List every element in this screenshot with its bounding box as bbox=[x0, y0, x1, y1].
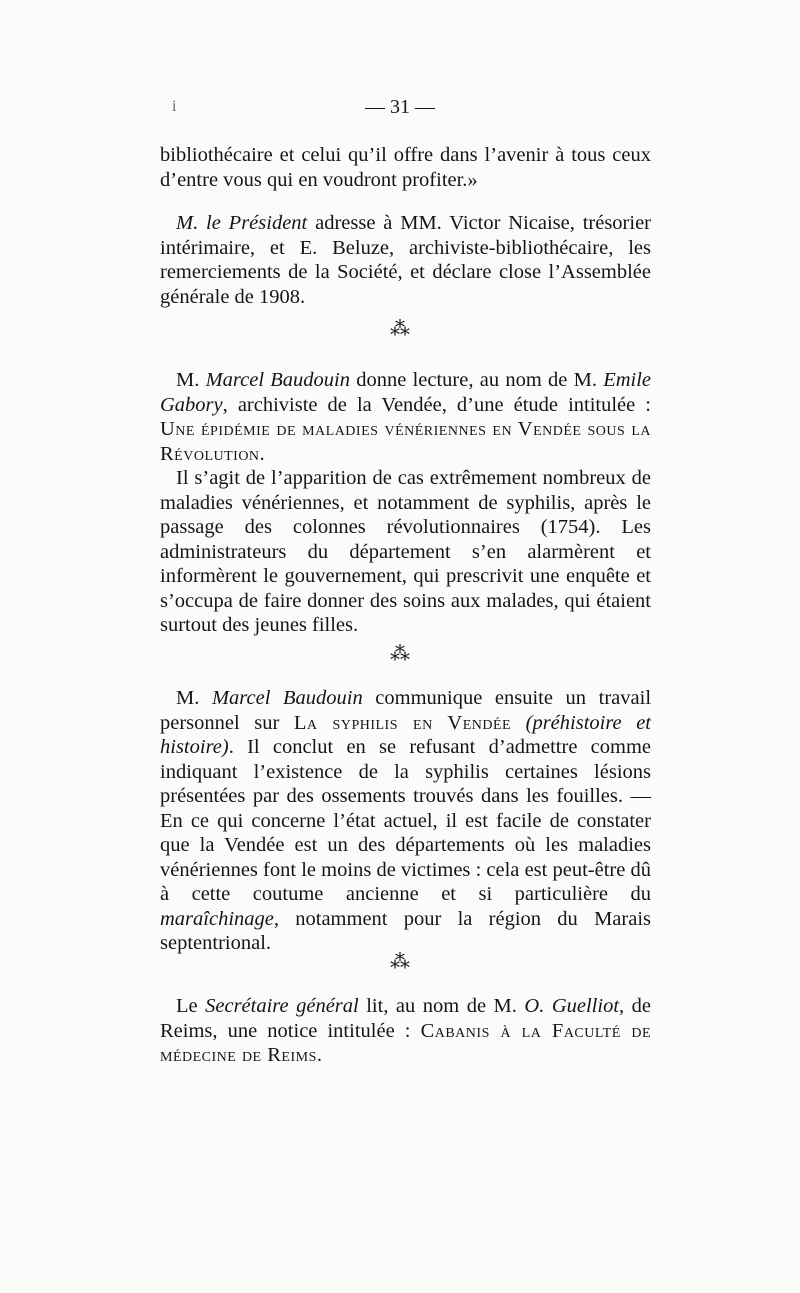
margin-mark: i bbox=[172, 98, 177, 115]
p3-lead: M. bbox=[176, 369, 206, 391]
work-title: Une épidémie de maladies vénériennes en Vendée sous la Révolution. bbox=[160, 418, 651, 465]
author-name: Marcel Baudouin bbox=[211, 687, 363, 709]
paragraph-1: bibliothécaire et celui qu’il offre dans l’avenir à tous ceux d’entre vous qui en voudront profiter.» bbox=[160, 144, 651, 191]
p3-mid: donne lecture, au nom de M. bbox=[350, 369, 604, 391]
asterism-2: ⁂ bbox=[390, 641, 410, 665]
speaker: M. le Président bbox=[176, 212, 308, 234]
paragraph-5 bbox=[160, 686, 651, 956]
p5-tail: . Il conclut en se refusant d’admettre comme indiquant l’existence de la syphilis certaines lésions présentées par des ossements trouvés dans les fouilles. — En ce qui concerne l’état actuel, il est facile de constater que la Vendée est un des départements où les maladies vénériennes font le moins de victimes : cela est peut-être dû à cette coutume ancienne et si particulière du bbox=[160, 736, 651, 905]
p6-mid: lit, au nom de M. bbox=[358, 995, 525, 1017]
work-title: Cabanis à la Faculté de médecine de Reims. bbox=[160, 1019, 651, 1066]
paragraph-4: Il s’agit de l’apparition de cas extrêmement nombreux de maladies vénériennes, et notamment de syphilis, après le passage des colonnes révolutionnaires (1754). Les administrateurs du département s’en alarmèrent et informèrent le gouvernement, qui prescrivit une enquête et s’occupa de faire donner des soins aux malades, qui étaient surtout des jeunes filles. bbox=[160, 467, 651, 636]
p6-lead: Le bbox=[176, 995, 206, 1017]
author-name: O. Guelliot bbox=[524, 995, 620, 1017]
page-number: — 31 — bbox=[365, 96, 435, 118]
work-title: La syphilis en Vendée bbox=[293, 711, 512, 734]
author-name-2: Emile Gabory bbox=[160, 369, 652, 416]
paragraph-6 bbox=[160, 994, 651, 1068]
asterism-1: ⁂ bbox=[390, 316, 410, 340]
asterism-3: ⁂ bbox=[390, 949, 410, 973]
p5-lead: M. bbox=[176, 687, 212, 709]
paragraph-3 bbox=[160, 368, 651, 466]
work-subtitle: (préhistoire et histoire) bbox=[160, 711, 652, 758]
role: Secrétaire général bbox=[205, 995, 359, 1017]
p3-tail: , archiviste de la Vendée, d’une étude intitulée : bbox=[222, 393, 651, 416]
author-name: Marcel Baudouin bbox=[205, 369, 351, 391]
p6-tail: , de Reims, une notice intitulée : bbox=[160, 995, 651, 1042]
term: maraîchinage bbox=[160, 907, 274, 930]
p5-end: , notamment pour la région du Marais septentrional. bbox=[160, 907, 651, 954]
paragraph-2 bbox=[160, 211, 651, 309]
paragraph-2-text: adresse à MM. Victor Nicaise, trésorier intérimaire, et E. Beluze, archiviste-bibliothécaire, les remerciements de la Société, et déclare close l’Assemblée générale de 1908. bbox=[160, 212, 651, 308]
p5-mid: communique ensuite un travail personnel sur bbox=[160, 687, 652, 734]
